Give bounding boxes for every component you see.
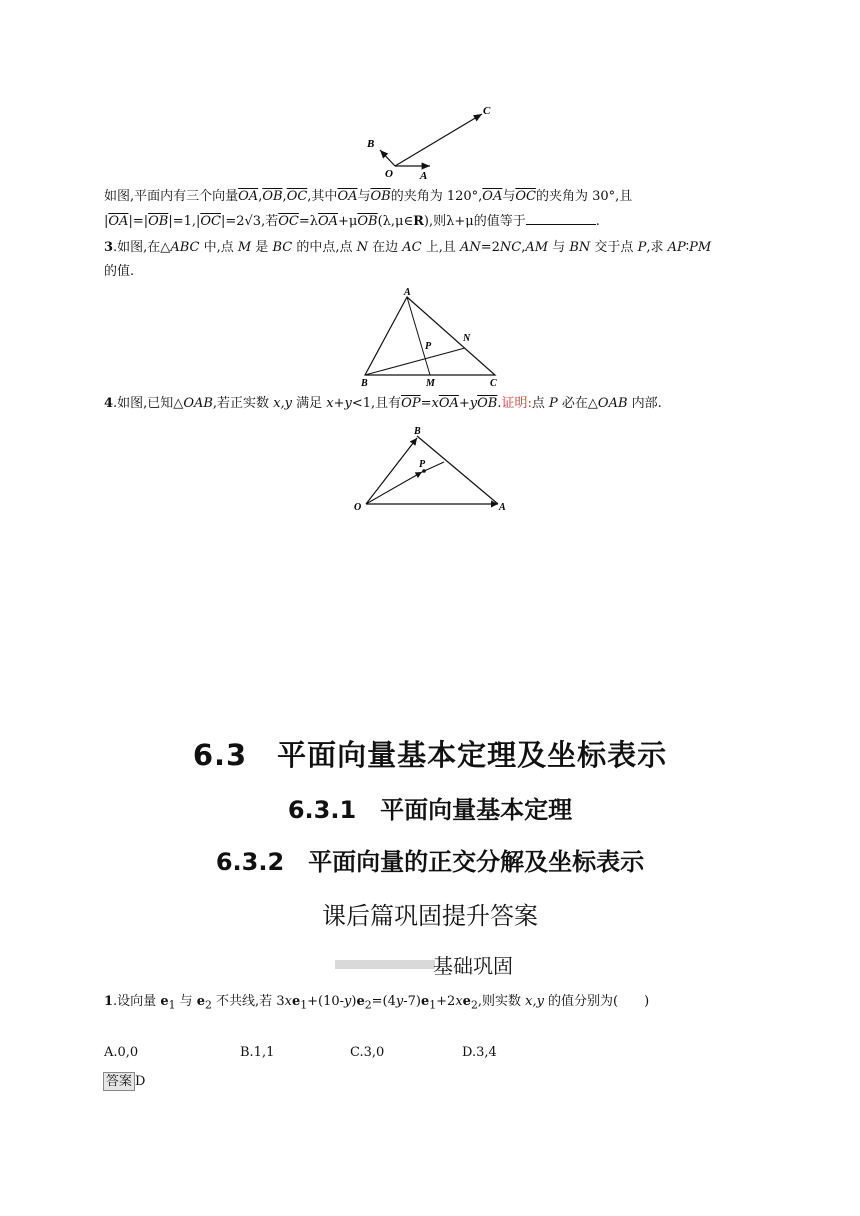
text: 的夹角为 30°,且 — [535, 189, 633, 204]
text: 与 — [357, 189, 371, 204]
label-n: N — [463, 333, 471, 344]
answer-row — [103, 1070, 145, 1092]
vector-oa: $\overline{OA}$ — [108, 214, 129, 229]
math: e — [420, 994, 430, 1009]
vector-oa: $\overline{OA}$ — [317, 214, 339, 229]
vector-oa: $\overline{OA}$ — [482, 189, 503, 204]
label-b: B — [367, 138, 375, 150]
math: M — [237, 240, 252, 255]
answer-label: 答案 — [103, 1072, 135, 1091]
vector-op: $\overline{OP}$ — [401, 396, 421, 411]
math: x — [326, 396, 334, 411]
math: NC — [499, 240, 522, 255]
text: ),则λ+μ的值等于 — [423, 214, 526, 229]
text: 中,点 — [199, 240, 238, 255]
label-c: C — [490, 378, 497, 389]
math: e — [291, 994, 301, 1009]
math: y — [344, 994, 352, 1009]
text: =(4 — [371, 994, 396, 1009]
text: ,若正实数 — [212, 396, 274, 411]
text: =λ — [298, 214, 318, 229]
math: y — [344, 396, 352, 411]
vector-oc: $\overline{OC}$ — [515, 189, 536, 204]
math: AM — [525, 240, 549, 255]
text: 内部. — [627, 396, 662, 411]
label-a: A — [404, 287, 411, 298]
subscript: 1 — [168, 998, 176, 1012]
math: x — [455, 994, 463, 1009]
math: y — [469, 396, 478, 411]
vector-oc: $\overline{OC}$ — [278, 214, 299, 229]
subscript: 1 — [429, 998, 437, 1012]
math: y — [395, 994, 404, 1009]
math: x,y — [525, 994, 544, 1009]
text: , — [282, 189, 287, 204]
question-2-line-1 — [104, 187, 632, 207]
section-label: 基础巩固 — [433, 954, 513, 978]
figure-triangle-oab — [350, 422, 520, 514]
side-ab — [417, 436, 498, 504]
real-set-symbol: R — [413, 214, 424, 229]
math: N — [356, 240, 368, 255]
math: OAB — [183, 396, 213, 411]
subsection-title-6-3-1: 6.3.1 平面向量基本定理 — [287, 796, 573, 824]
answers-title: 课后篇巩固提升答案 — [322, 902, 538, 930]
vector-ob: $\overline{OB}$ — [262, 189, 283, 204]
text: 在边 — [367, 240, 403, 255]
text: <1,且有 — [351, 396, 402, 411]
label-b: B — [361, 378, 368, 389]
question-number: 1 — [104, 994, 114, 1009]
math: e — [462, 994, 471, 1009]
segment-am — [407, 297, 430, 375]
math: e — [356, 994, 365, 1009]
vector-oa: $\overline{OA}$ — [337, 189, 358, 204]
question-1-line — [104, 992, 649, 1016]
text: 的值分别为( ) — [543, 994, 650, 1009]
label-p: P — [419, 459, 426, 470]
text: 的中点,点 — [292, 240, 357, 255]
text: +(10- — [307, 994, 345, 1009]
vector-oc-line — [395, 114, 482, 166]
text: ) — [351, 994, 357, 1009]
proof-label: 证明: — [501, 396, 532, 411]
question-2-line-2 — [104, 212, 600, 232]
figure-vectors-oa-ob-oc — [360, 100, 500, 185]
subscript: 2 — [364, 998, 372, 1012]
text: 的夹角为 120°, — [390, 189, 483, 204]
question-number: 3 — [104, 240, 114, 255]
text: ∶ — [685, 240, 690, 255]
text: 与 — [548, 240, 570, 255]
text: ,求 — [646, 240, 668, 255]
label-m: M — [426, 378, 435, 389]
math: AC — [402, 240, 422, 255]
vector-oc: $\overline{OC}$ — [200, 214, 221, 229]
text: .如图,在△ — [113, 240, 171, 255]
label-b: B — [414, 426, 421, 437]
text: +2 — [436, 994, 456, 1009]
subsection-title-6-3-2: 6.3.2 平面向量的正交分解及坐标表示 — [215, 848, 645, 876]
math: x,y — [273, 396, 292, 411]
section-bar — [335, 960, 435, 969]
option-c[interactable]: C.3,0 — [350, 1045, 385, 1060]
text: ,则实数 — [477, 994, 526, 1009]
text: .设向量 — [113, 994, 161, 1009]
text: |=| — [128, 214, 149, 229]
math: P — [549, 396, 558, 411]
text: . — [595, 214, 600, 229]
vector-ob: $\overline{OB}$ — [477, 396, 498, 411]
label-a: A — [420, 170, 428, 182]
text: , — [258, 189, 263, 204]
text: . — [497, 396, 502, 411]
text: + — [333, 396, 345, 411]
text: 必在△ — [557, 396, 598, 411]
text: 与 — [502, 189, 516, 204]
answer-blank — [526, 212, 596, 225]
subscript: 2 — [205, 998, 212, 1012]
text: +μ — [338, 214, 358, 229]
vector-op-line — [366, 472, 422, 504]
question-3-line-1 — [104, 238, 711, 258]
text: 与 — [175, 994, 197, 1009]
text: 满足 — [292, 396, 327, 411]
text: 的值. — [104, 264, 135, 279]
math: AN — [459, 240, 481, 255]
text: .如图,已知△ — [113, 396, 184, 411]
text: 如图,平面内有三个向量 — [104, 189, 239, 204]
question-3-line-2 — [104, 262, 134, 282]
text: 上,且 — [421, 240, 460, 255]
math: P — [637, 240, 647, 255]
vector-ob: $\overline{OB}$ — [357, 214, 378, 229]
text: ,其中 — [307, 189, 338, 204]
math: x — [431, 396, 439, 411]
math: PM — [689, 240, 712, 255]
vector-oa: $\overline{OA}$ — [438, 396, 459, 411]
subscript: 1 — [300, 998, 308, 1012]
text: 交于点 — [590, 240, 638, 255]
math: BN — [569, 240, 591, 255]
label-o: O — [354, 502, 362, 513]
option-b[interactable]: B.1,1 — [240, 1045, 275, 1060]
math: x — [284, 994, 292, 1009]
vector-oa: $\overline{OA}$ — [238, 189, 259, 204]
vector-oc: $\overline{OC}$ — [286, 189, 308, 204]
segment-bn — [365, 348, 465, 375]
text: 点 — [531, 396, 550, 411]
label-c: C — [483, 105, 491, 117]
text: + — [458, 396, 470, 411]
text: |=2√3,若 — [220, 214, 279, 229]
subscript: 2 — [470, 998, 478, 1012]
text: 不共线,若 3 — [211, 994, 285, 1009]
vector-ob: $\overline{OB}$ — [148, 214, 169, 229]
text: -7) — [403, 994, 421, 1009]
math: BC — [272, 240, 293, 255]
text: = — [420, 396, 432, 411]
option-d[interactable]: D.3,4 — [462, 1045, 497, 1060]
triangle-abc — [365, 297, 495, 375]
figure-triangle-abc — [355, 285, 505, 390]
text: 是 — [251, 240, 273, 255]
side-ob — [366, 438, 417, 504]
label-a: A — [499, 502, 506, 513]
math: e — [196, 994, 206, 1009]
question-4-line-1 — [104, 394, 662, 414]
vector-ob: $\overline{OB}$ — [370, 189, 391, 204]
math: e — [160, 994, 169, 1009]
page-title: 6.3 平面向量基本定理及坐标表示 — [192, 738, 668, 772]
option-a[interactable]: A.0,0 — [104, 1045, 139, 1060]
question-number: 4 — [104, 396, 114, 411]
text: | — [104, 214, 109, 229]
vector-ob-line — [380, 150, 395, 166]
math: AP — [667, 240, 686, 255]
text: , — [521, 240, 526, 255]
label-p: P — [425, 341, 432, 352]
text: |=1,| — [168, 214, 201, 229]
text: (λ,μ∈ — [377, 214, 414, 229]
math: ABC — [170, 240, 200, 255]
label-o: O — [385, 168, 393, 180]
answer-value: D — [135, 1074, 146, 1089]
text: =2 — [480, 240, 500, 255]
math: OAB — [597, 396, 628, 411]
